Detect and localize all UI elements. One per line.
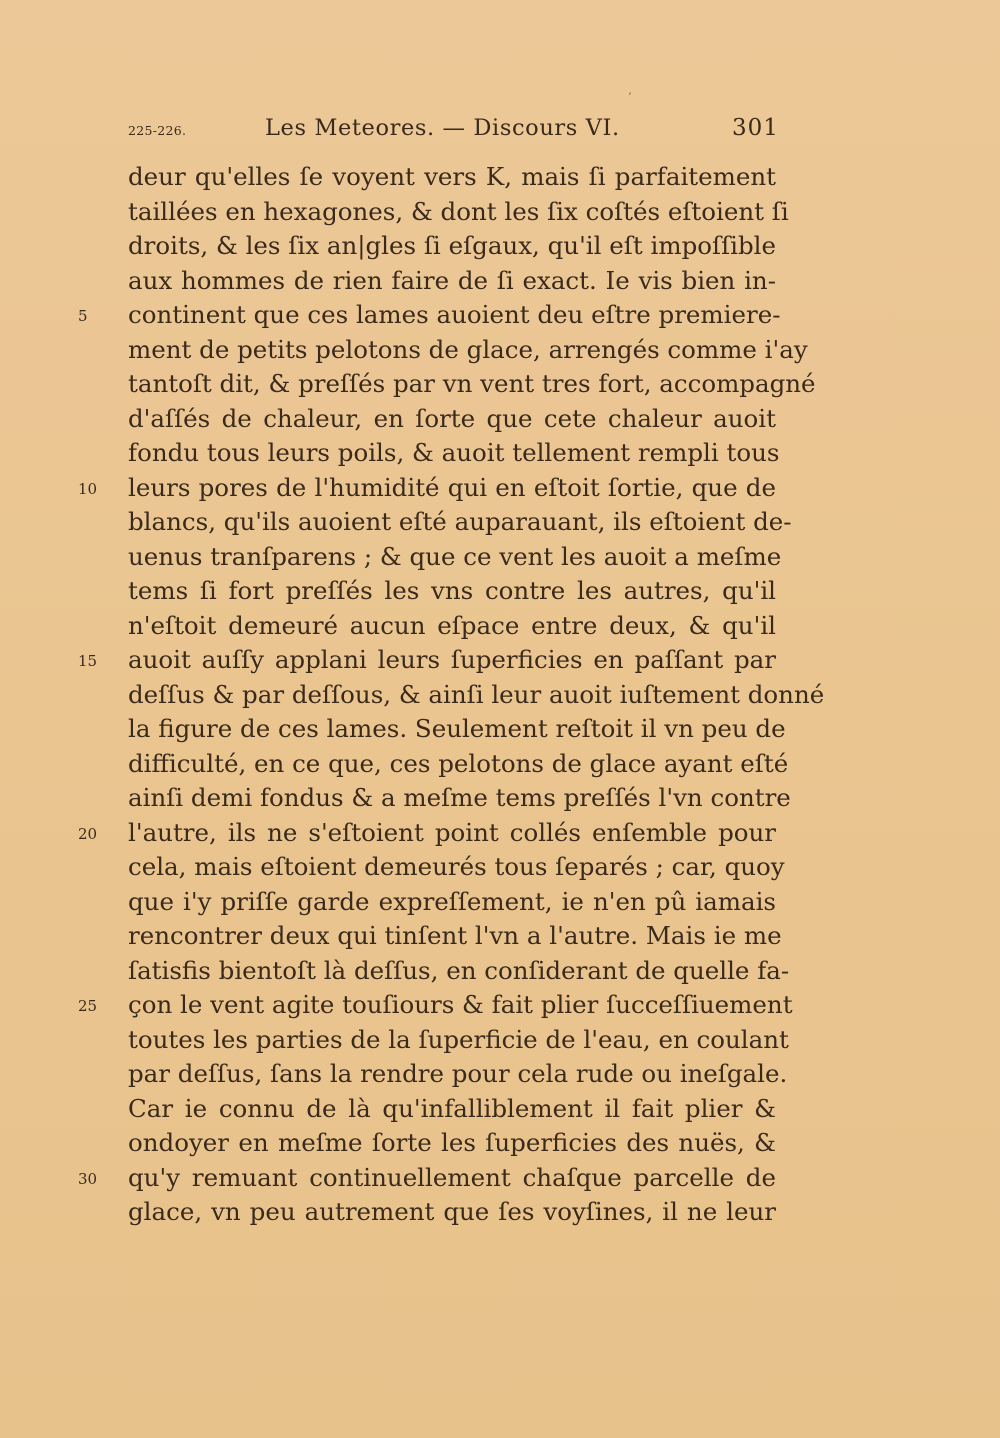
text-line: deur qu'elles ſe voyent vers K, mais ſi parfaitement xyxy=(128,162,776,191)
line-number: 25 xyxy=(78,997,98,1015)
line-number: 10 xyxy=(78,479,98,498)
text-line: ment de petits pelotons de glace, arrengés comme i'ay xyxy=(128,334,808,364)
text-line: l'autre, ils ne s'eſtoient point collés enſemble pour xyxy=(128,817,776,847)
text-line: çon le vent agite touſiours & fait plier ſucceſſiuement xyxy=(128,990,793,1019)
margin-mark: ʼ xyxy=(628,92,632,103)
running-title: Les Meteores. — Discours VI. xyxy=(265,115,620,141)
text-line: cela, mais eſtoient demeurés tous ſeparés ; car, quoy xyxy=(128,852,785,881)
text-line: continent que ces lames auoient deu eſtre premiere- xyxy=(128,300,781,329)
text-line: difficulté, en ce que, ces pelotons de glace ayant eſté xyxy=(128,748,789,778)
text-line: tantoſt dit, & preſſés par vn vent tres fort, accompagné xyxy=(128,369,816,398)
text-line: ſatisfis bientoſt là deſſus, en conſiderant de quelle fa- xyxy=(128,955,790,985)
line-number: 15 xyxy=(78,652,98,670)
line-number: 30 xyxy=(78,1169,98,1188)
line-number: 5 xyxy=(78,307,88,325)
page-number: 301 xyxy=(732,115,779,141)
text-line: la figure de ces lames. Seulement reſtoit il vn peu de xyxy=(128,714,786,743)
text-line: toutes les parties de la ſuperficie de l'eau, en coulant xyxy=(128,1024,789,1054)
text-line: uenus tranſparens ; & que ce vent les auoit a meſme xyxy=(128,541,782,571)
running-header xyxy=(0,115,1000,149)
text-line: n'eſtoit demeuré aucun eſpace entre deux, & qu'il xyxy=(128,610,776,640)
text-line: deſſus & par deſſous, & ainſi leur auoit iuſtement donné xyxy=(128,679,825,709)
text-line: fondu tous leurs poils, & auoit tellement rempli tous xyxy=(128,438,780,467)
page-range: 225-226. xyxy=(128,123,187,138)
text-line: Car ie connu de là qu'infalliblement il fait plier & xyxy=(128,1093,776,1123)
text-line: que i'y priſſe garde expreſſement, ie n'en pû iamais xyxy=(128,886,776,916)
text-line: qu'y remuant continuellement chaſque parcelle de xyxy=(128,1162,776,1192)
text-line: tems ſi fort preſſés les vns contre les autres, qu'il xyxy=(128,576,776,605)
text-line: aux hommes de rien faire de ſi exact. Ie vis bien in- xyxy=(128,265,776,295)
text-line: ondoyer en meſme ſorte les ſuperficies des nuës, & xyxy=(128,1128,776,1157)
line-number: 20 xyxy=(78,824,98,843)
text-line: rencontrer deux qui tinſent l'vn a l'autre. Mais ie me xyxy=(128,921,782,950)
text-line: auoit auſſy applani leurs ſuperficies en paſſant par xyxy=(128,645,776,674)
body-text xyxy=(128,160,825,1230)
text-line: glace, vn peu autrement que ſes voyſines, il ne leur xyxy=(128,1197,776,1226)
text-line: leurs pores de l'humidité qui en eſtoit ſortie, que de xyxy=(128,472,776,502)
text-line: blancs, qu'ils auoient eſté auparauant, ils eſtoient de- xyxy=(128,507,792,536)
text-line: par deſſus, ſans la rendre pour cela rude ou ineſgale. xyxy=(128,1059,788,1088)
text-line: d'aſſés de chaleur, en ſorte que cete chaleur auoit xyxy=(128,403,776,433)
text-line: droits, & les ſix an|gles ſi eſgaux, qu'il eſt impoſſible xyxy=(128,231,776,260)
text-line: taillées en hexagones, & dont les ſix coſtés eſtoient ſi xyxy=(128,196,789,226)
text-line: ainſi demi fondus & a meſme tems preſſés l'vn contre xyxy=(128,783,791,812)
